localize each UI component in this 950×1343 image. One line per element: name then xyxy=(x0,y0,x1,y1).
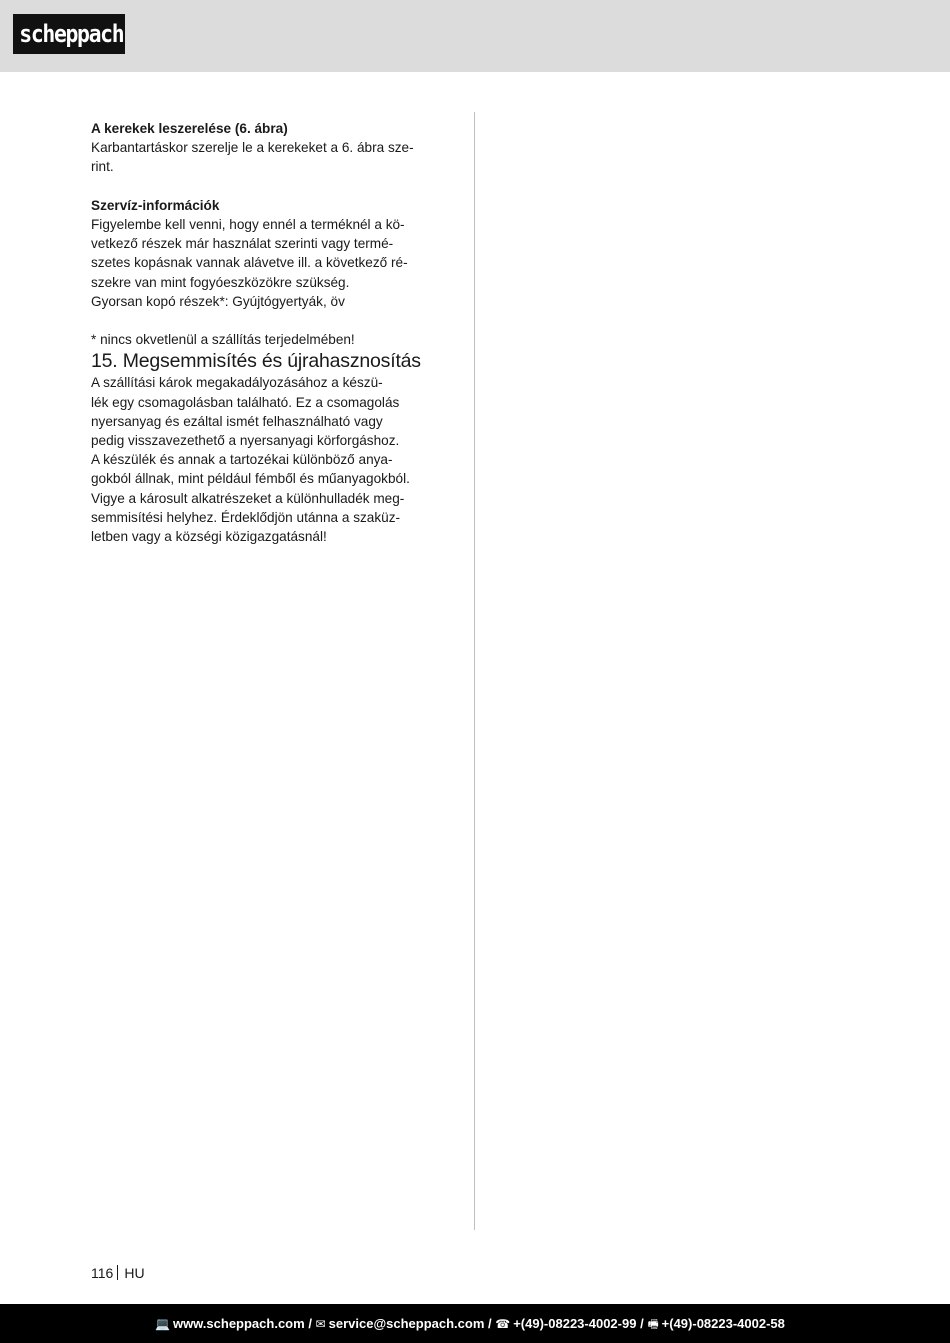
page-number xyxy=(91,1264,145,1282)
footer-separator: / xyxy=(640,1316,644,1331)
footer-separator: / xyxy=(308,1316,312,1331)
footer-email[interactable]: service@scheppach.com xyxy=(328,1316,485,1331)
wheels-heading: A kerekek leszerelése (6. ábra) xyxy=(91,121,288,136)
laptop-icon: 💻 xyxy=(155,1317,170,1331)
scheppach-logo: scheppach xyxy=(13,14,125,54)
page-language: HU xyxy=(124,1265,145,1281)
wear-parts-text: Gyorsan kopó részek*: Gyújtógyertyák, öv xyxy=(91,293,345,309)
footnote-text: * nincs okvetlenül a szállítás terjedelmében! xyxy=(91,332,355,348)
footer-website[interactable]: www.scheppach.com xyxy=(172,1316,305,1331)
page-footer xyxy=(0,1304,950,1343)
service-text: Figyelembe kell venni, hogy ennél a terméknél a kö- vetkező részek már használat szerinti vagy termé- szetes kopásnak vannak alávetve ill. a következő ré- szekre van mint fogyóeszközökre szükség. xyxy=(91,217,408,290)
main-column xyxy=(91,119,430,546)
mail-icon: ✉ xyxy=(315,1317,326,1331)
column-divider xyxy=(474,112,475,1230)
footer-separator: / xyxy=(488,1316,492,1331)
page-header xyxy=(0,0,950,72)
footer-fax: +(49)-08223-4002-58 xyxy=(661,1316,785,1331)
disposal-text: A szállítási károk megakadályozásához a készü- lék egy csomagolásban található. Ez a csomagolás nyersanyag és ezáltal ismét felhasználható vagy pedig visszavezethető a nyersanyagi körforgáshoz. A készülék és annak a tartozékai különböző anya- gokból állnak, mint például fémből és műanyagokból. Vigye a károsult alkatrészeket a különhulladék meg- semmisítési helyhez. Érdeklődjön utánna a szaküz- letben vagy a községi közigazgatásnál! xyxy=(91,375,410,545)
page-number-value: 116 xyxy=(91,1265,114,1281)
footer-phone: +(49)-08223-4002-99 xyxy=(513,1316,637,1331)
footer-contact xyxy=(155,1315,785,1333)
phone-icon: ☎ xyxy=(495,1317,511,1331)
page-number-separator xyxy=(117,1265,118,1280)
service-heading: Szervíz-információk xyxy=(91,197,220,213)
section-title: 15. Megsemmisítés és újrahasznosítás xyxy=(91,350,421,373)
fax-icon: 🖷 xyxy=(647,1317,659,1331)
wheels-text: Karbantartáskor szerelje le a kerekeket a 6. ábra sze- rint. xyxy=(91,140,414,175)
